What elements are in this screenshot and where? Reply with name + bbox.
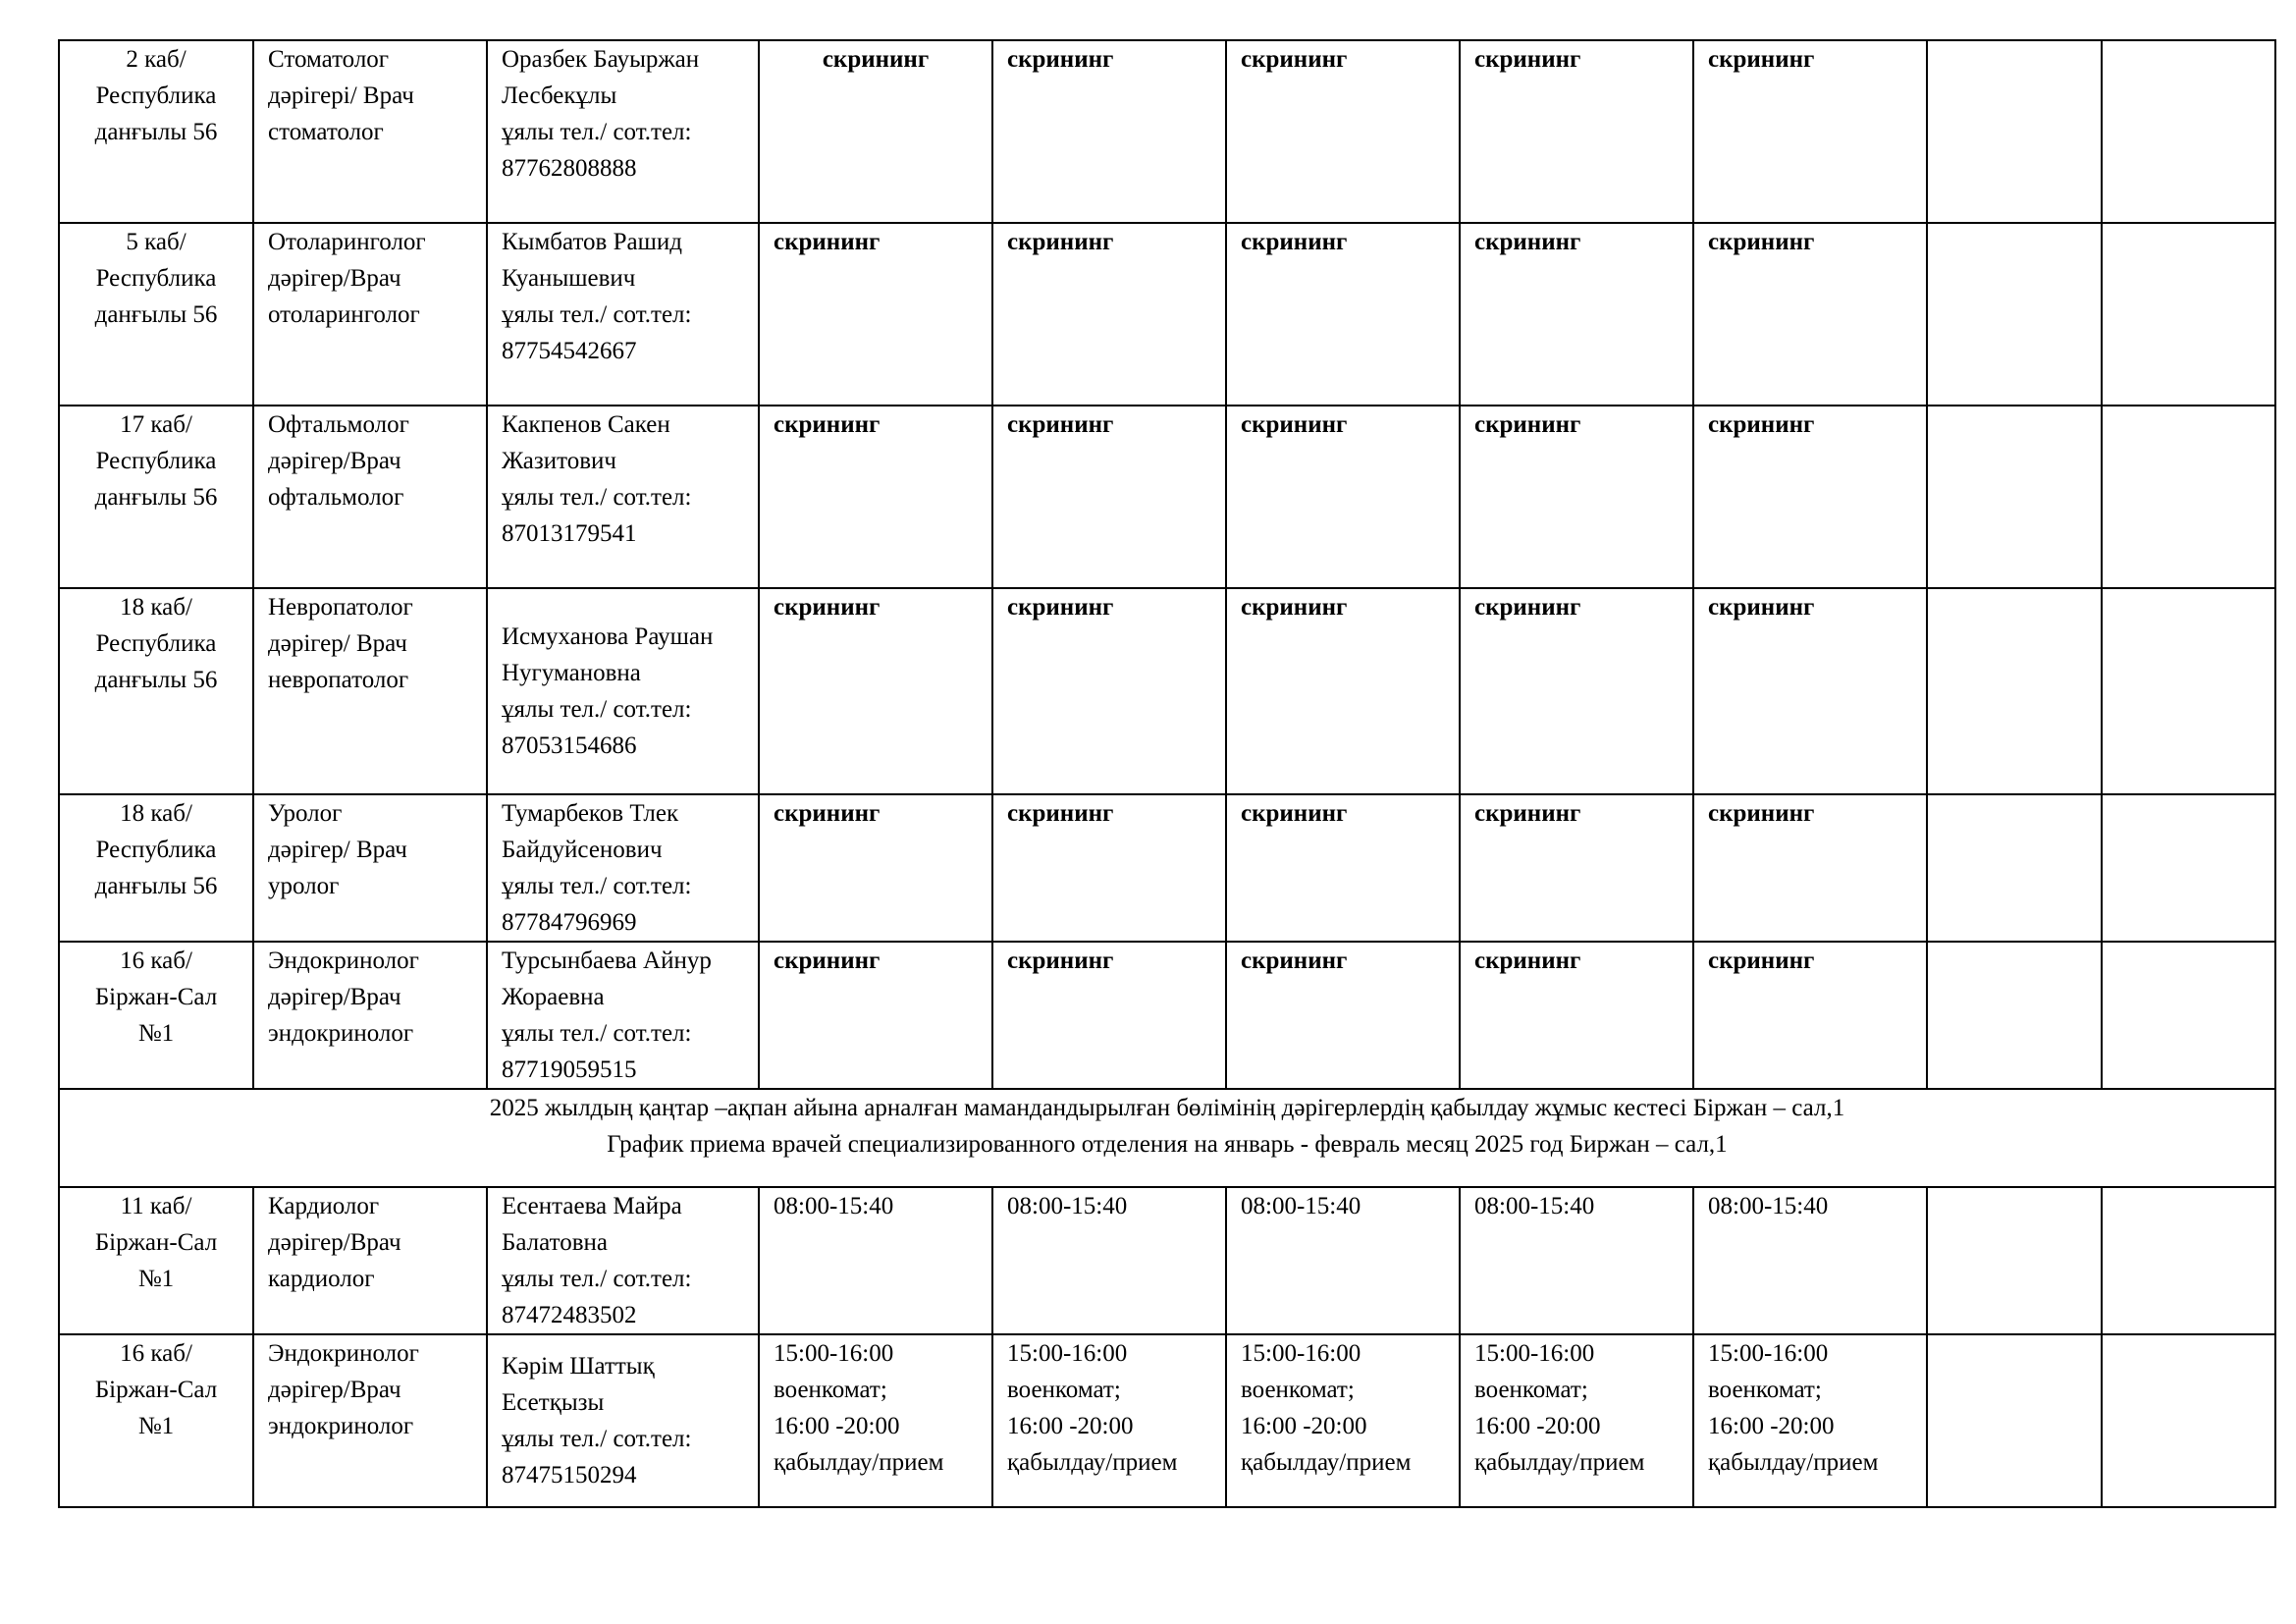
- day-slot-cell: [1460, 588, 1693, 794]
- specialty-cell: [253, 794, 487, 942]
- specialty-line: дәрігер/ Врач: [268, 837, 407, 863]
- cabinet-line: 5 каб/: [126, 229, 187, 255]
- doctor-cell: [487, 406, 759, 588]
- table-row: [59, 1334, 2275, 1507]
- table-row: [59, 40, 2275, 223]
- slot-line: қабылдау/прием: [1708, 1449, 1879, 1476]
- slot-text: скрининг: [1241, 800, 1348, 827]
- table-row: [59, 588, 2275, 794]
- day-slot-cell: [1226, 588, 1460, 794]
- cabinet-cell: [59, 942, 253, 1089]
- day-slot-cell: [1460, 942, 1693, 1089]
- slot-text: скрининг: [1474, 800, 1581, 827]
- doctor-line: ұялы тел./ сот.тел:: [502, 1266, 692, 1292]
- empty-cell: [1927, 942, 2102, 1089]
- slot-text: скрининг: [774, 594, 881, 621]
- cabinet-cell: [59, 588, 253, 794]
- slot-line: 16:00 -20:00: [1007, 1413, 1134, 1439]
- specialty-cell: [253, 588, 487, 794]
- day-slot-cell: [992, 942, 1226, 1089]
- slot-text: скрининг: [1708, 411, 1815, 438]
- day-slot-cell: [1460, 1187, 1693, 1334]
- day-slot-cell: [1226, 1334, 1460, 1507]
- slot-text: скрининг: [1474, 947, 1581, 974]
- doctor-cell: [487, 794, 759, 942]
- doctor-cell: [487, 942, 759, 1089]
- specialty-line: Невропатолог: [268, 594, 413, 621]
- day-slot-cell: [1226, 40, 1460, 223]
- day-slot-cell: [992, 588, 1226, 794]
- day-slot-cell: [759, 223, 992, 406]
- cabinet-line: 17 каб/: [120, 411, 192, 438]
- empty-cell: [2102, 223, 2275, 406]
- doctor-line: Турсынбаева Айнур: [502, 947, 712, 974]
- banner-title-ru: График приема врачей специализированного отделения на январь - февраль месяц 2025 год Биржан – сал,1: [607, 1131, 1728, 1158]
- slot-text: скрининг: [1241, 411, 1348, 438]
- day-slot-cell: [759, 406, 992, 588]
- slot-text: скрининг: [1708, 229, 1815, 255]
- cabinet-cell: [59, 1334, 253, 1507]
- doctor-line: Оразбек Бауыржан: [502, 46, 700, 73]
- day-slot-cell: [1226, 942, 1460, 1089]
- slot-text: скрининг: [1007, 411, 1114, 438]
- doctor-cell: [487, 223, 759, 406]
- table-row: [59, 942, 2275, 1089]
- table-row: [59, 794, 2275, 942]
- specialty-line: Стоматолог: [268, 46, 390, 73]
- doctor-line: Байдуйсенович: [502, 837, 663, 863]
- empty-cell: [2102, 1187, 2275, 1334]
- slot-text: скрининг: [1007, 947, 1114, 974]
- cabinet-line: 18 каб/: [120, 800, 192, 827]
- slot-text: скрининг: [1708, 594, 1815, 621]
- cabinet-line: данғылы 56: [94, 301, 218, 328]
- specialty-line: дәрігер/Врач: [268, 984, 401, 1010]
- doctor-line: ұялы тел./ сот.тел:: [502, 301, 692, 328]
- doctor-line: ұялы тел./ сот.тел:: [502, 1020, 692, 1047]
- day-slot-cell: [1226, 794, 1460, 942]
- slot-line: 16:00 -20:00: [1708, 1413, 1835, 1439]
- slot-text: скрининг: [1007, 594, 1114, 621]
- day-slot-cell: [992, 794, 1226, 942]
- specialty-line: дәрігер/ Врач: [268, 630, 407, 657]
- empty-cell: [1927, 1187, 2102, 1334]
- specialty-line: эндокринолог: [268, 1413, 414, 1439]
- slot-text: скрининг: [1007, 229, 1114, 255]
- slot-text: 08:00-15:40: [774, 1193, 894, 1219]
- slot-line: қабылдау/прием: [774, 1449, 944, 1476]
- specialty-cell: [253, 1334, 487, 1507]
- day-slot-cell: [1226, 1187, 1460, 1334]
- slot-text: скрининг: [1708, 947, 1815, 974]
- specialty-line: невропатолог: [268, 667, 409, 693]
- day-slot-cell: [759, 40, 992, 223]
- doctor-line: ұялы тел./ сот.тел:: [502, 119, 692, 145]
- specialty-line: Кардиолог: [268, 1193, 380, 1219]
- day-slot-cell: [759, 588, 992, 794]
- cabinet-line: №1: [137, 1020, 175, 1047]
- specialty-line: уролог: [268, 873, 340, 899]
- doctor-line: 87475150294: [502, 1462, 637, 1489]
- doctor-line: Нугумановна: [502, 660, 641, 686]
- cabinet-line: №1: [137, 1413, 175, 1439]
- slot-text: 08:00-15:40: [1241, 1193, 1362, 1219]
- doctor-cell: [487, 1334, 759, 1507]
- day-slot-cell: [1693, 942, 1927, 1089]
- day-slot-cell: [992, 223, 1226, 406]
- empty-cell: [2102, 406, 2275, 588]
- slot-line: военкомат;: [1241, 1377, 1355, 1403]
- slot-text: скрининг: [1474, 411, 1581, 438]
- cabinet-line: Республика: [95, 448, 217, 474]
- cabinet-line: данғылы 56: [94, 484, 218, 511]
- cabinet-line: данғылы 56: [94, 873, 218, 899]
- slot-line: военкомат;: [1007, 1377, 1121, 1403]
- day-slot-cell: [1460, 1334, 1693, 1507]
- specialty-line: отоларинголог: [268, 301, 420, 328]
- cabinet-cell: [59, 223, 253, 406]
- empty-cell: [2102, 588, 2275, 794]
- specialty-line: кардиолог: [268, 1266, 375, 1292]
- cabinet-line: Біржан-Сал: [94, 1377, 218, 1403]
- doctor-line: 87719059515: [502, 1056, 637, 1083]
- schedule-table: [58, 39, 2276, 1508]
- day-slot-cell: [992, 406, 1226, 588]
- slot-text: скрининг: [1708, 46, 1815, 73]
- doctor-line: ұялы тел./ сот.тел:: [502, 484, 692, 511]
- specialty-cell: [253, 223, 487, 406]
- doctor-line: Лесбекұлы: [502, 82, 617, 109]
- cabinet-cell: [59, 40, 253, 223]
- cabinet-line: 2 каб/: [126, 46, 187, 73]
- table-row: [59, 223, 2275, 406]
- slot-text: скрининг: [774, 229, 881, 255]
- day-slot-cell: [1693, 794, 1927, 942]
- day-slot-cell: [1693, 406, 1927, 588]
- table-row: [59, 406, 2275, 588]
- empty-cell: [2102, 40, 2275, 223]
- slot-text: скрининг: [774, 411, 881, 438]
- cabinet-line: Республика: [95, 82, 217, 109]
- cabinet-line: Республика: [95, 265, 217, 292]
- doctor-cell: [487, 1187, 759, 1334]
- specialty-line: стоматолог: [268, 119, 384, 145]
- doctor-line: Кәрім Шаттық: [502, 1353, 655, 1380]
- cabinet-line: данғылы 56: [94, 119, 218, 145]
- doctor-cell: [487, 40, 759, 223]
- specialty-cell: [253, 942, 487, 1089]
- doctor-line: 87784796969: [502, 909, 637, 936]
- slot-line: 15:00-16:00: [1241, 1340, 1362, 1367]
- cabinet-line: Біржан-Сал: [94, 1229, 218, 1256]
- slot-line: 16:00 -20:00: [1241, 1413, 1367, 1439]
- day-slot-cell: [1226, 406, 1460, 588]
- slot-text: скрининг: [1474, 594, 1581, 621]
- slot-line: қабылдау/прием: [1241, 1449, 1412, 1476]
- doctor-line: Тумарбеков Тлек: [502, 800, 679, 827]
- doctor-line: 87762808888: [502, 155, 637, 182]
- cabinet-line: 16 каб/: [120, 1340, 192, 1367]
- slot-text: 08:00-15:40: [1708, 1193, 1829, 1219]
- day-slot-cell: [759, 942, 992, 1089]
- banner-title-kz: 2025 жылдың қаңтар –ақпан айына арналған мамандандырылған бөлімінің дәрігерлердің қабылдау жұмыс кестесі Біржан – сал,1: [489, 1095, 1845, 1121]
- table-row: [59, 1187, 2275, 1334]
- doctor-line: Кымбатов Рашид: [502, 229, 682, 255]
- empty-cell: [2102, 942, 2275, 1089]
- empty-cell: [1927, 40, 2102, 223]
- specialty-line: дәрігері/ Врач: [268, 82, 414, 109]
- cabinet-line: Біржан-Сал: [94, 984, 218, 1010]
- day-slot-cell: [992, 1187, 1226, 1334]
- doctor-line: 87053154686: [502, 732, 637, 759]
- doctor-line: Балатовна: [502, 1229, 608, 1256]
- day-slot-cell: [992, 1334, 1226, 1507]
- slot-text: скрининг: [774, 800, 881, 827]
- doctor-line: Есентаева Майра: [502, 1193, 682, 1219]
- empty-cell: [2102, 1334, 2275, 1507]
- doctor-line: 87754542667: [502, 338, 637, 364]
- slot-line: 15:00-16:00: [774, 1340, 894, 1367]
- slot-line: военкомат;: [1474, 1377, 1588, 1403]
- cabinet-cell: [59, 406, 253, 588]
- day-slot-cell: [759, 1334, 992, 1507]
- slot-text: скрининг: [1007, 46, 1114, 73]
- specialty-line: Уролог: [268, 800, 343, 827]
- day-slot-cell: [992, 40, 1226, 223]
- doctor-line: Жораевна: [502, 984, 605, 1010]
- day-slot-cell: [759, 1187, 992, 1334]
- specialty-line: дәрігер/Врач: [268, 448, 401, 474]
- slot-line: 16:00 -20:00: [1474, 1413, 1601, 1439]
- slot-text: скрининг: [774, 947, 881, 974]
- specialty-cell: [253, 40, 487, 223]
- specialty-line: Эндокринолог: [268, 1340, 419, 1367]
- section-banner: [59, 1089, 2275, 1187]
- doctor-line: 87472483502: [502, 1302, 637, 1328]
- doctor-line: ұялы тел./ сот.тел:: [502, 1426, 692, 1452]
- doctor-line: Исмуханова Раушан: [502, 623, 714, 650]
- specialty-line: Отоларинголог: [268, 229, 426, 255]
- doctor-line: Жазитович: [502, 448, 616, 474]
- day-slot-cell: [1226, 223, 1460, 406]
- cabinet-cell: [59, 794, 253, 942]
- slot-text: скрининг: [1241, 229, 1348, 255]
- day-slot-cell: [1693, 588, 1927, 794]
- day-slot-cell: [1460, 40, 1693, 223]
- empty-cell: [1927, 223, 2102, 406]
- slot-text: 08:00-15:40: [1474, 1193, 1595, 1219]
- cabinet-cell: [59, 1187, 253, 1334]
- doctor-line: Куанышевич: [502, 265, 636, 292]
- slot-text: скрининг: [822, 46, 930, 73]
- specialty-line: эндокринолог: [268, 1020, 414, 1047]
- slot-line: военкомат;: [774, 1377, 887, 1403]
- specialty-line: Офтальмолог: [268, 411, 409, 438]
- doctor-line: Есетқызы: [502, 1389, 605, 1416]
- empty-cell: [2102, 794, 2275, 942]
- slot-line: қабылдау/прием: [1474, 1449, 1645, 1476]
- slot-text: скрининг: [1241, 947, 1348, 974]
- cabinet-line: Республика: [95, 837, 217, 863]
- cabinet-line: данғылы 56: [94, 667, 218, 693]
- cabinet-line: 11 каб/: [120, 1193, 192, 1219]
- cabinet-line: Республика: [95, 630, 217, 657]
- day-slot-cell: [759, 794, 992, 942]
- cabinet-line: 16 каб/: [120, 947, 192, 974]
- specialty-cell: [253, 1187, 487, 1334]
- empty-cell: [1927, 588, 2102, 794]
- day-slot-cell: [1693, 40, 1927, 223]
- day-slot-cell: [1460, 223, 1693, 406]
- slot-line: 15:00-16:00: [1007, 1340, 1128, 1367]
- cabinet-line: 18 каб/: [120, 594, 192, 621]
- day-slot-cell: [1460, 406, 1693, 588]
- slot-text: скрининг: [1007, 800, 1114, 827]
- day-slot-cell: [1693, 1187, 1927, 1334]
- specialty-line: офтальмолог: [268, 484, 404, 511]
- specialty-line: дәрігер/Врач: [268, 265, 401, 292]
- slot-line: 15:00-16:00: [1708, 1340, 1829, 1367]
- specialty-line: дәрігер/Врач: [268, 1229, 401, 1256]
- slot-line: 16:00 -20:00: [774, 1413, 900, 1439]
- specialty-cell: [253, 406, 487, 588]
- cabinet-line: №1: [137, 1266, 175, 1292]
- slot-text: скрининг: [1708, 800, 1815, 827]
- slot-line: военкомат;: [1708, 1377, 1822, 1403]
- empty-cell: [1927, 1334, 2102, 1507]
- day-slot-cell: [1693, 223, 1927, 406]
- slot-text: 08:00-15:40: [1007, 1193, 1128, 1219]
- doctor-line: 87013179541: [502, 520, 637, 547]
- slot-text: скрининг: [1241, 46, 1348, 73]
- doctor-line: Какпенов Сакен: [502, 411, 670, 438]
- slot-text: скрининг: [1241, 594, 1348, 621]
- doctor-cell: [487, 588, 759, 794]
- specialty-line: дәрігер/Врач: [268, 1377, 401, 1403]
- empty-cell: [1927, 794, 2102, 942]
- slot-line: 15:00-16:00: [1474, 1340, 1595, 1367]
- slot-line: қабылдау/прием: [1007, 1449, 1178, 1476]
- section-banner-row: [59, 1089, 2275, 1187]
- empty-cell: [1927, 406, 2102, 588]
- day-slot-cell: [1693, 1334, 1927, 1507]
- doctor-line: ұялы тел./ сот.тел:: [502, 696, 692, 723]
- doctor-line: ұялы тел./ сот.тел:: [502, 873, 692, 899]
- day-slot-cell: [1460, 794, 1693, 942]
- slot-text: скрининг: [1474, 46, 1581, 73]
- slot-text: скрининг: [1474, 229, 1581, 255]
- specialty-line: Эндокринолог: [268, 947, 419, 974]
